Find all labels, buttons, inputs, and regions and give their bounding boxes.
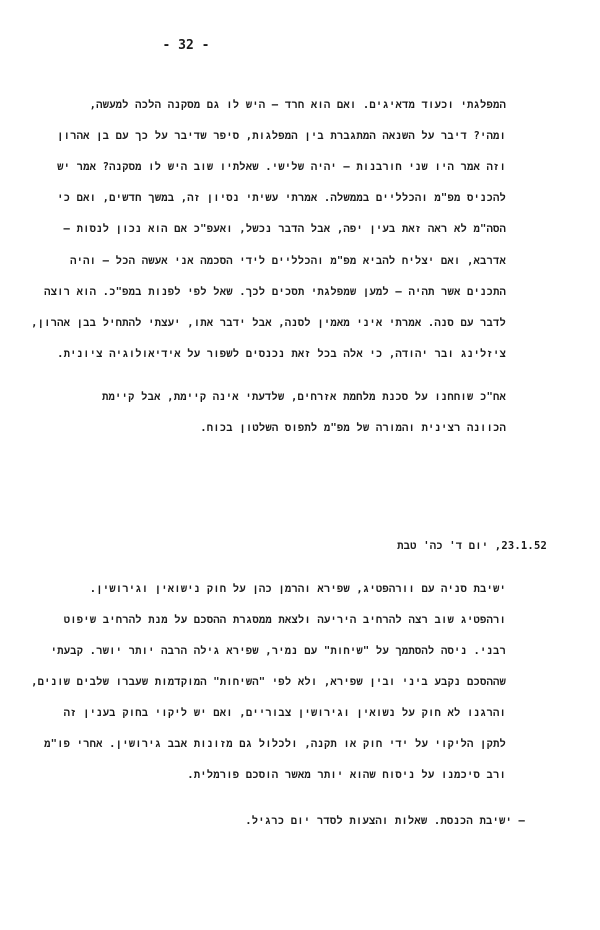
paragraph-1-line: לדבר עם סנה. אמרתי איני מאמין לסנה, אבל ידבר אתו, יעצתי להתחיל בבן אהרון, [31, 317, 506, 329]
paragraph-1-line: ציזלינג ובר יהודה, כי אלה בכל זאת נכנסים לשפור על אידיאולוגיה ציונית. [57, 348, 506, 360]
paragraph-1-line: הסה"מ לא ראה זאת בעין יפה, אבל הדבר נכשל, ואעפ"כ אם הוא נכון לנסות – [63, 223, 506, 235]
paragraph-1-line: המפלגתי וכעוד מדאיגים. ואם הוא חרד – היש לו גם מסקנה הלכה למעשה, [89, 99, 506, 111]
paragraph-3-line: ורהפטיג שוב רצה להרחיב היריעה ולצאת ממסגרת ההסכם על מנת להרחיב שיפוט [63, 614, 506, 626]
paragraph-2-line: אח"כ שוחחנו על סכנת מלחמת אזרחים, שלדעתי אינה קיימת, אבל קיימת [102, 391, 506, 403]
paragraph-3-line: והרגנו לא חוק על נשואין וגירושין צבוריים, ואם יש ליקוי בחוק בענין זה [63, 707, 506, 719]
paragraph-3-line: לתקן הליקוי על ידי חוק או תקנה, ולכלול גם מזונות אבב גירושין. אחרי פו"מ [44, 738, 506, 750]
paragraph-3-line: ישיבת סניה עם וורהפטיג, שפירא והרמן כהן על חוק נישואין וגירושין. [89, 583, 506, 595]
paragraph-1-line: ומהי? דיבר על השנאה המתגברת בין המפלגות, סיפר שדיבר על כך עם בן אהרון [57, 130, 506, 142]
paragraph-2-line: הכוונה רצינית והמורה של מפ"מ לתפוס השלטון בכוח. [200, 422, 506, 434]
paragraph-3-line: ורב סיכמנו על ניסוח שהוא יותר מאשר הוסכם פורמלית. [187, 769, 506, 781]
paragraph-1-line: אדרבא, ואם יצליח להביא מפ"מ והכלליים לידי הסכמה אני אעשה הכל – והיה [70, 255, 506, 267]
paragraph-1-line: התכנים אשר תהיה – למען שמפלגתי תסכים לכך. שאל לפי לפנות במפ"כ. הוא רוצה [44, 286, 506, 298]
paragraph-1-line: להכניס מפ"מ והכלליים בממשלה. אמרתי עשיתי נסיון זה, במשך חדשים, ואם כי [57, 192, 506, 204]
date-heading: 23.1.52, יום ד' כה' טבת [397, 540, 547, 552]
page-number: - 32 - [162, 38, 210, 53]
paragraph-1-line: וזה אמר היו שני חורבנות – יהיה שלישי. שאלתיו שוב היש לו מסקנה? אמר יש [57, 161, 506, 173]
paragraph-3-line: שההסכם נקבע ביני ובין שפירא, ולא לפי "השיחות" המוקדמות שעברו שלבים שונים, [31, 676, 506, 688]
paragraph-3-line: רבני. ניסה להסתמך על "שיחות" עם נמיר, שפירא גילה הרבה יותר יושר. קבעתי [50, 645, 506, 657]
closing-line: – ישיבת הכנסת. שאלות והצעות לסדר יום כרגיל. [245, 815, 525, 827]
